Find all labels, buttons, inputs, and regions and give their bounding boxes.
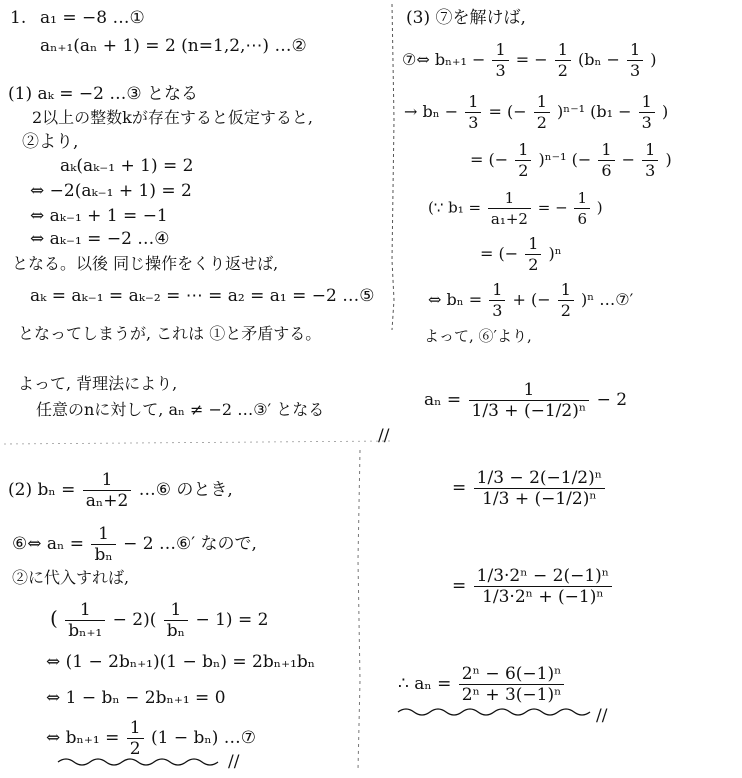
part2-step-2: ⇔ 1 − bₙ − 2bₙ₊₁ = 0	[46, 688, 226, 708]
part1-eq4: ⇔ aₖ₋₁ = −2 …④	[30, 229, 170, 249]
part1-from2: ②より,	[22, 132, 79, 152]
text-segment: )ⁿ	[548, 244, 562, 263]
fraction	[627, 40, 643, 81]
text-segment: − 2	[596, 390, 628, 410]
fraction-numerator: 1	[492, 40, 508, 61]
part3-line-2	[404, 92, 668, 133]
part3-an-1	[424, 380, 627, 421]
text-segment: )	[596, 198, 603, 217]
fraction-numerator: 1	[627, 40, 643, 61]
fraction-denominator: 3	[468, 113, 479, 132]
fraction-denominator: 1/3 + (−1/2)ⁿ	[471, 401, 587, 421]
fraction-denominator: 3	[645, 161, 656, 180]
fraction-denominator: 1/3·2ⁿ + (−1)ⁿ	[482, 587, 604, 607]
fraction	[642, 140, 658, 181]
fraction-numerator: 1	[91, 524, 115, 545]
part1-heading: (1) aₖ = −2 …③ となる	[8, 84, 198, 104]
fraction	[639, 92, 655, 133]
text-segment: = (−	[480, 244, 519, 263]
fraction-denominator: 2	[129, 739, 141, 759]
part3-line-3	[470, 140, 672, 181]
text-segment: = (−	[470, 150, 509, 169]
text-segment: )ⁿ⁻¹	[557, 102, 586, 121]
fraction-denominator: 2	[518, 161, 529, 180]
problem-number: 1.	[10, 8, 27, 28]
fraction	[598, 140, 614, 181]
fraction-numerator: 1/3 − 2(−1/2)ⁿ	[474, 468, 605, 489]
fraction	[555, 40, 571, 81]
fraction-denominator: 1/3 + (−1/2)ⁿ	[482, 489, 597, 509]
fraction-denominator: 2	[536, 113, 547, 132]
part3-line-6	[428, 280, 633, 321]
part2-final-fraction	[127, 718, 144, 759]
fraction-denominator: bₙ₊₁	[68, 621, 103, 641]
part2-heading-pre: (2) bₙ =	[8, 480, 76, 500]
fraction	[525, 234, 541, 275]
part1-eq2: ⇔ −2(aₖ₋₁ + 1) = 2	[30, 181, 192, 201]
part2-inverse	[12, 524, 257, 565]
fraction-numerator: 1	[558, 280, 574, 301]
fraction-denominator: 2	[528, 255, 539, 274]
part2-inverse-fraction	[91, 524, 115, 565]
fraction-numerator: 1	[465, 92, 481, 113]
fraction-numerator: 1	[534, 92, 550, 113]
part1-assume: 2以上の整数kが存在すると仮定すると,	[32, 108, 313, 127]
fraction	[515, 140, 531, 181]
text-segment: )	[661, 102, 669, 121]
fraction-numerator: 1	[598, 140, 614, 161]
part2-equation	[50, 600, 268, 641]
text-segment: (∵ b₁ =	[428, 198, 482, 217]
part2-eq-close: − 1) = 2	[195, 610, 269, 630]
fraction-numerator: 1	[525, 234, 541, 255]
fraction-numerator: 1	[488, 188, 531, 209]
text-segment: )	[665, 150, 672, 169]
fraction-denominator: bₙ	[94, 545, 113, 565]
part2-eq-fraction-1	[65, 600, 105, 641]
part2-heading-post: …⑥ のとき,	[138, 480, 233, 500]
part2-final	[46, 718, 256, 759]
text-segment: =	[452, 576, 467, 596]
text-segment: ⑦⇔ bₙ₊₁ −	[402, 50, 486, 69]
text-segment: ∴ aₙ =	[398, 674, 452, 694]
fraction-numerator: 1	[127, 718, 144, 739]
fraction-denominator: 6	[601, 161, 612, 180]
text-segment: + (−	[512, 290, 551, 309]
text-segment: = −	[537, 198, 568, 217]
fraction	[574, 188, 590, 229]
fraction-denominator: 3	[492, 301, 503, 320]
fraction	[469, 380, 590, 421]
part2-heading	[8, 470, 233, 511]
part1-chain: aₖ = aₖ₋₁ = aₖ₋₂ = ⋯ = a₂ = a₁ = −2 …⑤	[30, 286, 375, 306]
part1-end-mark: //	[378, 426, 390, 446]
fraction-denominator: 6	[577, 210, 587, 228]
part2-end-mark: //	[228, 752, 240, 772]
fraction-numerator: 2ⁿ − 6(−1)ⁿ	[459, 664, 565, 685]
text-segment: )ⁿ …⑦′	[581, 290, 634, 309]
fraction-numerator: 1/3·2ⁿ − 2(−1)ⁿ	[474, 566, 612, 587]
fraction-denominator: 2	[560, 301, 571, 320]
part2-eq-fraction-2	[164, 600, 188, 641]
part2-inverse-post: − 2 …⑥′ なので,	[123, 534, 257, 554]
fraction-numerator: 1	[574, 188, 590, 209]
fraction	[488, 188, 531, 229]
text-segment: )	[650, 50, 657, 69]
fraction	[474, 566, 612, 607]
fraction-numerator: 1	[642, 140, 658, 161]
fraction-denominator: 2ⁿ + 3(−1)ⁿ	[461, 685, 562, 705]
part3-line-1	[402, 40, 657, 81]
fraction-numerator: 1	[83, 470, 132, 491]
part2-inverse-pre: ⑥⇔ aₙ =	[12, 534, 85, 554]
part1-eq1: aₖ(aₖ₋₁ + 1) = 2	[60, 156, 194, 176]
text-segment: =	[452, 478, 467, 498]
part2-final-post: (1 − bₙ) …⑦	[150, 728, 256, 748]
part3-heading: (3) ⑦を解けば,	[406, 8, 526, 28]
fraction-denominator: bₙ	[166, 621, 186, 641]
fraction-denominator: a₁+2	[490, 210, 528, 228]
part3-an-3	[452, 566, 614, 607]
text-segment: −	[621, 150, 636, 169]
fraction-denominator: 3	[641, 113, 652, 132]
fraction	[534, 92, 550, 133]
fraction	[489, 280, 505, 321]
fraction-numerator: 1	[555, 40, 571, 61]
fraction-numerator: 1	[515, 140, 531, 161]
text-segment: (b₁ −	[590, 102, 632, 121]
part3-end-mark: //	[596, 706, 608, 726]
part2-eq-mid: − 2)(	[112, 610, 157, 630]
part2-step-1: ⇔ (1 − 2bₙ₊₁)(1 − bₙ) = 2bₙ₊₁bₙ	[46, 652, 316, 672]
fraction-denominator: 3	[630, 61, 641, 80]
given-2: aₙ₊₁(aₙ + 1) = 2 (n=1,2,⋯) …②	[40, 36, 307, 56]
part3-line-5	[480, 234, 562, 275]
part3-line-4	[428, 188, 603, 229]
part3-an-2	[452, 468, 607, 509]
fraction-denominator: 3	[495, 61, 506, 80]
text-segment: (bₙ −	[578, 50, 620, 69]
text-segment: = −	[515, 50, 548, 69]
fraction	[474, 468, 605, 509]
fraction-numerator: 1	[65, 600, 105, 621]
text-segment: = (−	[488, 102, 527, 121]
text-segment: ⇔ bₙ =	[428, 290, 483, 309]
fraction-denominator: aₙ+2	[85, 491, 129, 511]
fraction-numerator: 1	[164, 600, 188, 621]
part1-conclude-1: よって, 背理法により,	[18, 374, 178, 393]
part2-substitute: ②に代入すれば,	[12, 568, 130, 587]
part1-repeat: となる。以後 同じ操作をくり返せば,	[12, 254, 279, 273]
fraction-denominator: 2	[557, 61, 568, 80]
paren-open: (	[50, 606, 58, 630]
fraction	[558, 280, 574, 321]
text-segment: )ⁿ⁻¹ (−	[538, 150, 592, 169]
fraction	[492, 40, 508, 81]
part2-heading-fraction	[83, 470, 132, 511]
part1-contradiction: となってしまうが, これは ①と矛盾する。	[18, 324, 322, 343]
part1-conclude-2: 任意のnに対して, aₙ ≠ −2 …③′ となる	[36, 400, 325, 419]
text-segment: aₙ =	[424, 390, 462, 410]
given-1: a₁ = −8 …①	[40, 8, 145, 28]
fraction-numerator: 1	[489, 280, 505, 301]
part2-final-pre: ⇔ bₙ₊₁ =	[46, 728, 120, 748]
part3-line-7: よって, ⑥′より,	[424, 327, 532, 345]
text-segment: → bₙ −	[404, 102, 459, 121]
fraction-numerator: 1	[639, 92, 655, 113]
part1-eq3: ⇔ aₖ₋₁ + 1 = −1	[30, 206, 168, 226]
part3-answer	[398, 664, 566, 705]
answer-fraction	[459, 664, 565, 705]
fraction-numerator: 1	[469, 380, 590, 401]
fraction	[465, 92, 481, 133]
